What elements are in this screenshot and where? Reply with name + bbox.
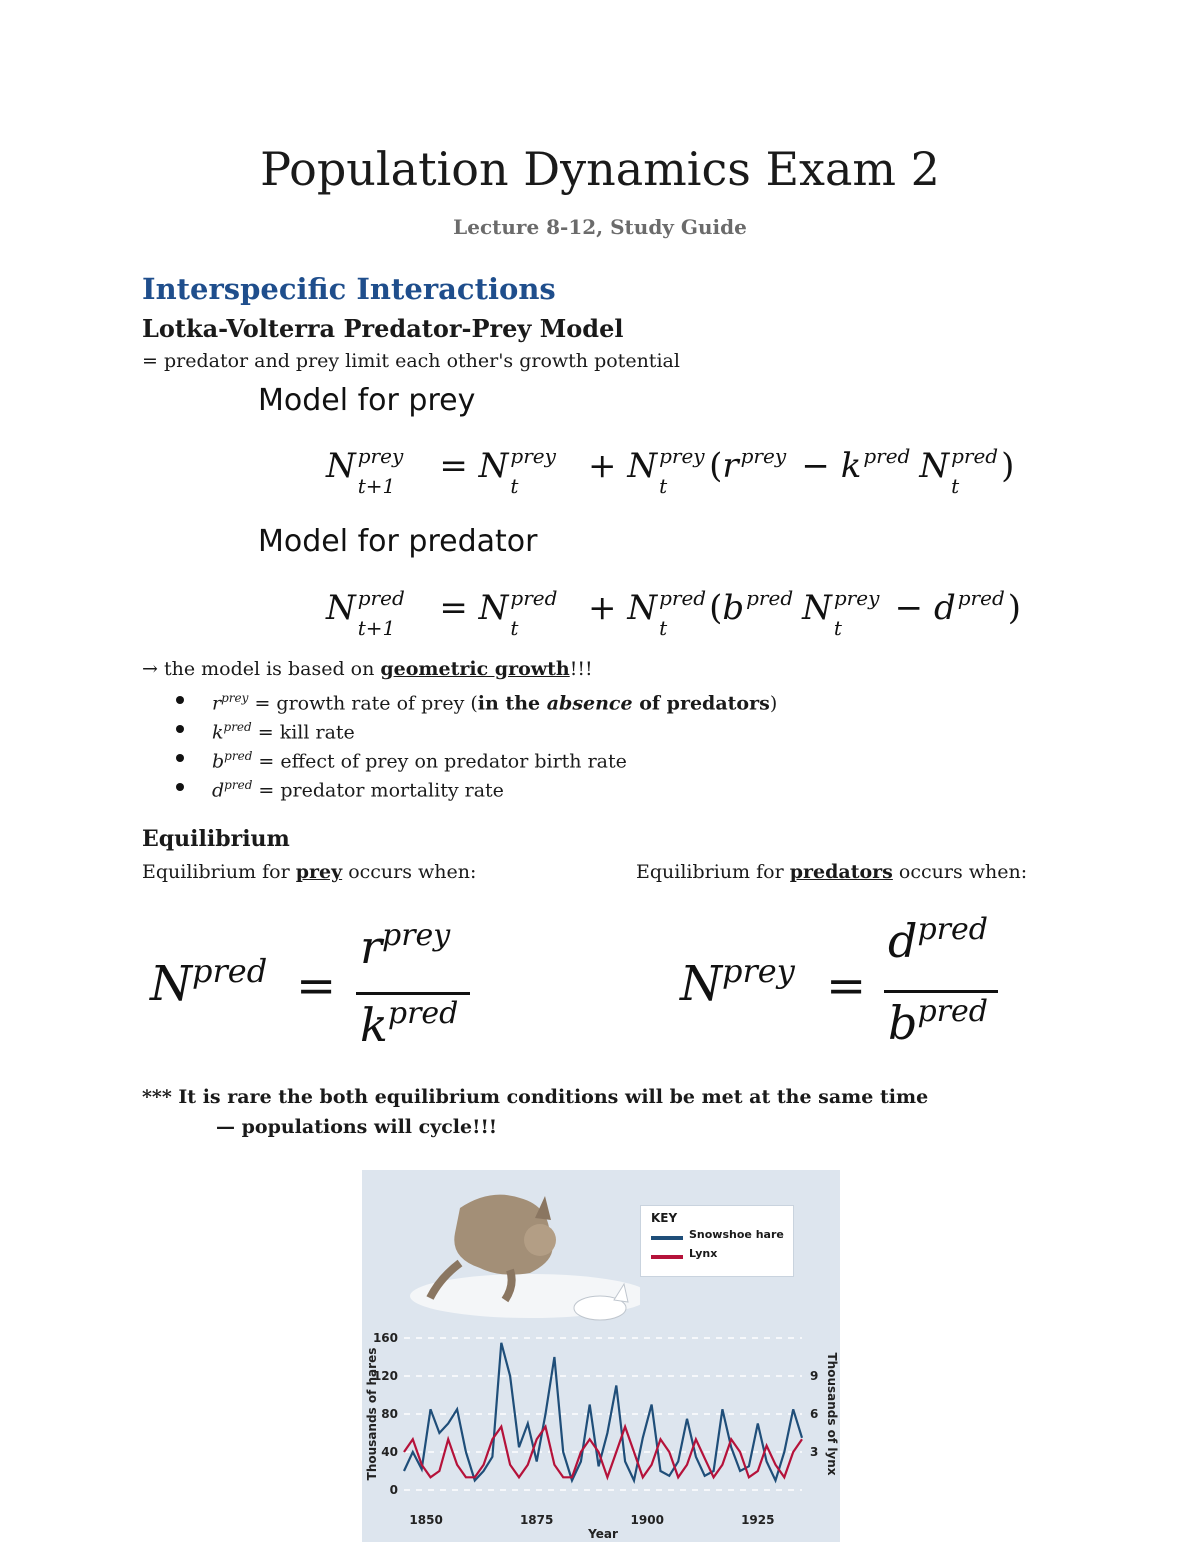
legend-swatch-lynx	[651, 1255, 683, 1259]
equilibrium-note: *** It is rare the both equilibrium conditions will be met at the same time	[142, 1086, 929, 1108]
section-heading: Interspecific Interactions	[142, 272, 556, 306]
y-right-tick-label: 9	[810, 1369, 819, 1383]
model-definition: = predator and prey limit each other's growth potential	[142, 350, 680, 372]
legend-label-hare: Snowshoe hare	[689, 1228, 784, 1241]
model-heading: Lotka-Volterra Predator-Prey Model	[142, 314, 624, 343]
x-tick-label: 1925	[741, 1513, 775, 1527]
geometric-growth-note: → the model is based on geometric growth!!!	[142, 658, 593, 680]
prey-model-equation: N prey t+1 = N prey t + N prey t (r prey − k pred N pred t )	[326, 444, 1015, 498]
predator-model-label: Model for predator	[258, 524, 538, 559]
x-tick-label: 1875	[519, 1513, 554, 1527]
page-title: Population Dynamics Exam 2	[260, 142, 940, 196]
prey-model-label: Model for prey	[258, 383, 476, 418]
y-left-axis-label: Thousands of hares	[365, 1347, 379, 1481]
list-item: $r^{prey}$ = growth rate of prey (in the absence of predators)	[176, 684, 777, 713]
parameter-list	[176, 684, 777, 800]
list-item: $d^{pred}$ = predator mortality rate	[176, 771, 777, 800]
y-left-tick-label: 160	[372, 1331, 398, 1345]
equilibrium-heading: Equilibrium	[142, 826, 290, 852]
y-right-axis-label: Thousands of lynx	[825, 1352, 839, 1476]
x-axis-label: Year	[588, 1527, 618, 1541]
lynx-hare-illustration	[400, 1178, 640, 1328]
predator-model-equation: N pred t+1 = N pred t + N pred t (b pred N prey t − d pred )	[326, 586, 1022, 640]
cycle-note: — populations will cycle!!!	[216, 1116, 498, 1138]
hare-lynx-chart	[362, 1320, 840, 1542]
y-right-tick-label: 6	[810, 1407, 819, 1421]
page-subtitle: Lecture 8-12, Study Guide	[453, 215, 747, 239]
y-left-tick-label: 0	[389, 1483, 398, 1497]
x-tick-label: 1900	[630, 1513, 664, 1527]
legend-title: KEY	[651, 1211, 678, 1225]
y-left-tick-label: 80	[381, 1407, 398, 1421]
legend-label-lynx: Lynx	[689, 1247, 718, 1260]
prey-equilibrium-label: Equilibrium for prey occurs when:	[142, 861, 477, 883]
chart-legend	[640, 1205, 794, 1277]
y-left-tick-label: 40	[381, 1445, 398, 1459]
legend-swatch-hare	[651, 1236, 683, 1240]
list-item: $b^{pred}$ = effect of prey on predator birth rate	[176, 742, 777, 771]
y-left-tick-label: 120	[372, 1369, 398, 1383]
list-item: $k^{pred}$ = kill rate	[176, 713, 777, 742]
x-tick-label: 1850	[409, 1513, 443, 1527]
predator-equilibrium-label: Equilibrium for predators occurs when:	[636, 861, 1028, 883]
y-right-tick-label: 3	[810, 1445, 819, 1459]
